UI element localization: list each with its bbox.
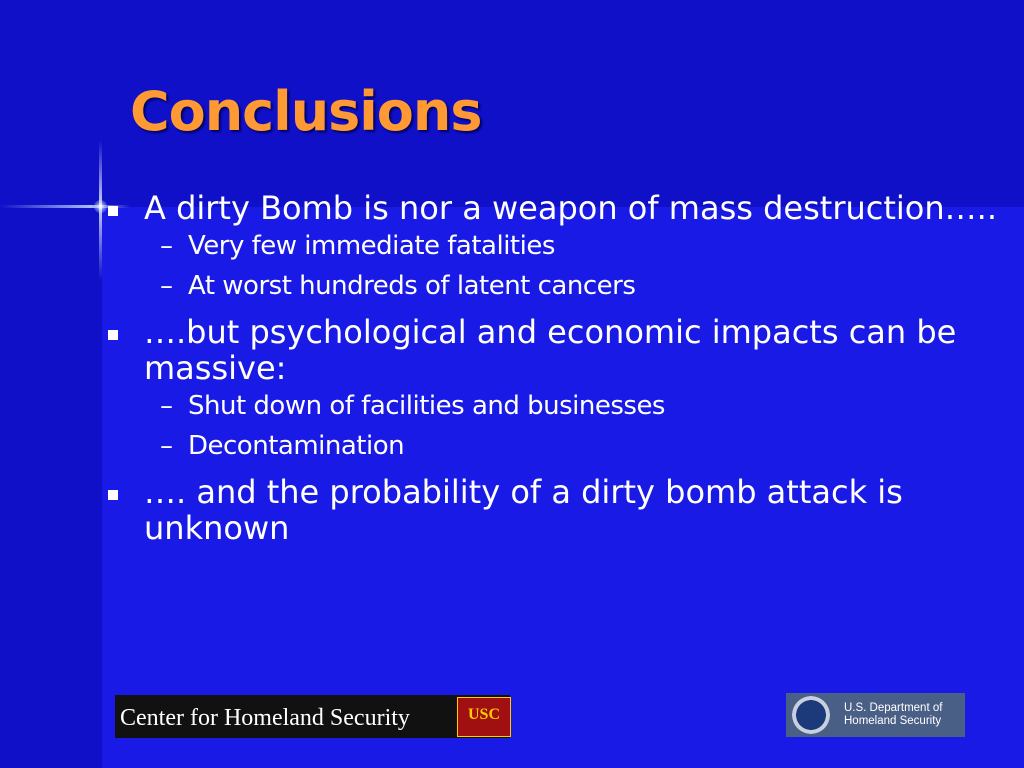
square-bullet-icon	[108, 206, 118, 216]
dash-marker: –	[160, 431, 173, 461]
dhs-seal-icon	[792, 696, 830, 734]
center-for-homeland-security-logo	[115, 695, 510, 738]
square-bullet-icon	[108, 330, 118, 340]
slide-title: Conclusions	[130, 80, 482, 143]
square-bullet-icon	[108, 490, 118, 500]
sub-item	[104, 386, 1004, 426]
sub-item	[104, 266, 1004, 306]
dash-marker: –	[160, 271, 173, 301]
dhs-line-1: U.S. Department of	[844, 702, 943, 714]
sub-item-text: Shut down of facilities and businesses	[188, 391, 665, 421]
sub-item-text: At worst hundreds of latent cancers	[188, 271, 636, 301]
bullet-item-3	[104, 474, 1004, 546]
dhs-line-2: Homeland Security	[844, 715, 942, 727]
bullet-text: …. and the probability of a dirty bomb attack is unknown	[144, 473, 903, 547]
sub-item	[104, 226, 1004, 266]
bullet-text: A dirty Bomb is nor a weapon of mass destruction…..	[144, 189, 997, 227]
sub-item-text: Decontamination	[188, 431, 405, 461]
usc-logo-text: USC	[467, 706, 500, 723]
sub-item	[104, 426, 1004, 466]
dash-marker: –	[160, 391, 173, 421]
usc-logo	[457, 697, 511, 737]
bullet-item-1	[104, 190, 1004, 226]
dash-marker: –	[160, 231, 173, 261]
dhs-logo	[786, 693, 965, 737]
bullet-text: ….but psychological and economic impacts can be massive:	[144, 313, 957, 387]
background-left-band	[0, 0, 102, 768]
bullet-item-2	[104, 314, 1004, 386]
sub-item-text: Very few immediate fatalities	[188, 231, 555, 261]
bullet-list	[104, 190, 1004, 546]
footer-left-text: Center for Homeland Security	[120, 705, 410, 731]
